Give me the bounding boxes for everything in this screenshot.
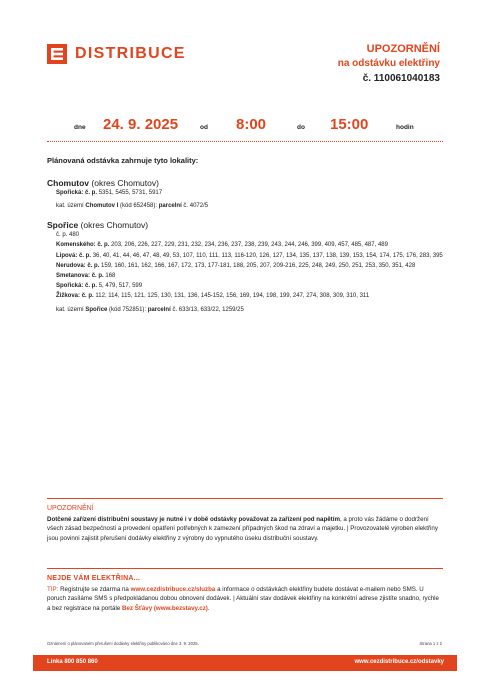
town-region: (okres Chomutov) bbox=[91, 178, 159, 188]
house-numbers: 168 bbox=[105, 273, 116, 280]
cp-prefix: č. p. bbox=[81, 293, 94, 300]
page-number: Strana 1 z 2 bbox=[419, 641, 442, 646]
street-name: Spořická: bbox=[56, 190, 84, 196]
tip-section bbox=[47, 575, 443, 613]
cadastre-area: Spořice bbox=[85, 306, 108, 313]
localities-section bbox=[47, 156, 447, 315]
to-label: do bbox=[297, 124, 305, 131]
cadastre-code: (kód 652458): bbox=[120, 203, 158, 210]
house-numbers: 5, 479, 517, 599 bbox=[98, 283, 143, 290]
street-row bbox=[47, 252, 447, 261]
hour-label: hodin bbox=[396, 124, 414, 131]
parcel-numbers: č. 633/13, 633/22, 1259/25 bbox=[172, 306, 244, 313]
cadastre-area: Chomutov I bbox=[85, 203, 119, 210]
house-numbers: 112, 114, 115, 121, 125, 130, 131, 136, 145-152, 156, 169, 194, 198, 199, 247, 274, 308, 309, 310, 311 bbox=[95, 293, 370, 300]
town-name: Chomutov bbox=[47, 178, 90, 188]
warning-section bbox=[47, 505, 443, 543]
cp-row: č. p. 480 bbox=[56, 232, 80, 239]
publication-note: Oznámení o plánovaném přerušení dodávky elektřiny publikováno dne 3. 9. 2025. bbox=[47, 641, 199, 646]
notice-subtitle: na odstávku elektřiny bbox=[337, 58, 440, 69]
cadastre-code: (kód 752851): bbox=[109, 306, 147, 313]
portal-link[interactable]: (www.bezstavy.cz) bbox=[153, 604, 208, 612]
house-numbers: 5351, 5455, 5731, 5917 bbox=[98, 190, 163, 196]
cadastre-prefix: kat. území bbox=[56, 306, 84, 313]
tip-text-2: a informace o odstávkách elektřiny budete dostávat e-mailem nebo SMS. U poruch zasíláme SMS s předpokládanou dobou obnovení dodávek. | Aktuální stav dodávek elektřiny na konkrétní adrese zjistíte snadno, rychle a bez registrace na portále bbox=[47, 586, 439, 612]
section-divider bbox=[47, 568, 443, 569]
street-row bbox=[47, 282, 447, 291]
street-name: Komenského: bbox=[56, 242, 96, 249]
street-row bbox=[47, 262, 447, 271]
parcel-label: parcelní bbox=[158, 203, 182, 210]
cp-prefix: č. p. bbox=[79, 252, 92, 259]
tip-title: NEJDE VÁM ELEKTŘINA... bbox=[47, 575, 141, 582]
tip-label: TIP: bbox=[47, 586, 59, 593]
tip-text bbox=[47, 585, 443, 613]
notice-title: UPOZORNĚNÍ bbox=[366, 43, 440, 55]
town-name: Spořice bbox=[47, 220, 79, 231]
parcel-numbers: č. 4072/5 bbox=[183, 203, 209, 210]
cp-prefix: č. p. bbox=[85, 190, 98, 196]
outage-date: 24. 9. 2025 bbox=[103, 116, 179, 133]
from-label: od bbox=[200, 124, 208, 131]
outage-end: 15:00 bbox=[330, 116, 369, 133]
street-name: Spořická: bbox=[56, 283, 84, 290]
cp-prefix: č. p. bbox=[87, 262, 100, 269]
date-label: dne bbox=[74, 124, 86, 131]
street-row bbox=[47, 241, 447, 250]
house-numbers: 203, 206, 226, 227, 229, 231, 232, 234, 236, 237, 238, 239, 243, 244, 246, 399, 409, 457, 485, 487, 489 bbox=[111, 242, 388, 249]
town-region: (okres Chomutov) bbox=[80, 220, 149, 231]
localities-intro: Plánovaná odstávka zahrnuje tyto lokality: bbox=[47, 156, 199, 165]
section-divider bbox=[47, 498, 443, 499]
warning-title: UPOZORNĚNÍ bbox=[47, 505, 94, 512]
cp-prefix: č. p. bbox=[97, 242, 110, 249]
outages-link[interactable]: www.cezdistribuce.cz/odstavky bbox=[354, 659, 444, 665]
footer-bar bbox=[33, 655, 457, 671]
street-row bbox=[47, 292, 447, 301]
hotline[interactable]: Linka 800 850 860 bbox=[47, 659, 98, 665]
house-numbers: 36, 40, 41, 44, 46, 47, 48, 49, 53, 107, 110, 111, 113, 116-120, 126, 127, 134, 135, 137, 138, 139, 153, 154, 174, 175, 176, 283, 395 bbox=[92, 252, 443, 259]
warning-bold: Dotčené zařízení distribuční soustavy je nutné i v době odstávky považovat za zařízení pod napětím bbox=[47, 516, 340, 523]
parcel-label: parcelní bbox=[147, 306, 171, 313]
tip-tail: . bbox=[207, 604, 210, 612]
divider bbox=[47, 141, 443, 142]
cadastre-row bbox=[47, 202, 447, 211]
town-chomutov bbox=[47, 178, 447, 188]
street-name: Žižkova: bbox=[56, 293, 81, 300]
warning-text bbox=[47, 515, 443, 543]
cadastre-row bbox=[47, 306, 447, 315]
brand-name: DISTRIBUCE bbox=[75, 45, 186, 62]
house-numbers: 159, 160, 161, 162, 166, 167, 172, 173, 177-181, 188, 205, 207, 209-216, 225, 248, 249, 250, 251, 253, 350, 351, 428 bbox=[101, 262, 416, 269]
notice-number: č. 110061040183 bbox=[362, 73, 440, 84]
notice-heading bbox=[338, 43, 440, 85]
cp-prefix: č. p. bbox=[85, 283, 98, 290]
cez-logo-icon bbox=[47, 44, 67, 64]
outage-start: 8:00 bbox=[236, 116, 267, 133]
registration-link[interactable]: www.cezdistribuce.cz/sluzba bbox=[130, 586, 216, 593]
brand-logo bbox=[47, 44, 186, 64]
town-sporice bbox=[47, 220, 447, 230]
street-name: Nerudova: bbox=[56, 262, 86, 269]
street-name: Smetanova: bbox=[56, 273, 91, 280]
street-row bbox=[47, 189, 447, 198]
portal-name: Bez Šťávy bbox=[122, 604, 153, 612]
warning-body: , a proto vás žádáme o dodržení všech zásad bezpečnosti a provedení opatření potřebných k zamezení případných škod na zdraví a majetku. | Provozovatelé výroben elektřiny jsou povinni zajistit přerušení dodávky elektřiny z výrobny do vypnutého úseku distribuční soustavy. bbox=[47, 516, 438, 542]
schedule-row bbox=[0, 116, 490, 136]
cp-prefix: č. p. bbox=[91, 273, 104, 280]
street-name: Lipová: bbox=[56, 252, 78, 259]
tip-text-1: Registrujte se zdarma na bbox=[60, 586, 129, 593]
cadastre-prefix: kat. území bbox=[56, 203, 84, 210]
street-row bbox=[47, 272, 447, 281]
